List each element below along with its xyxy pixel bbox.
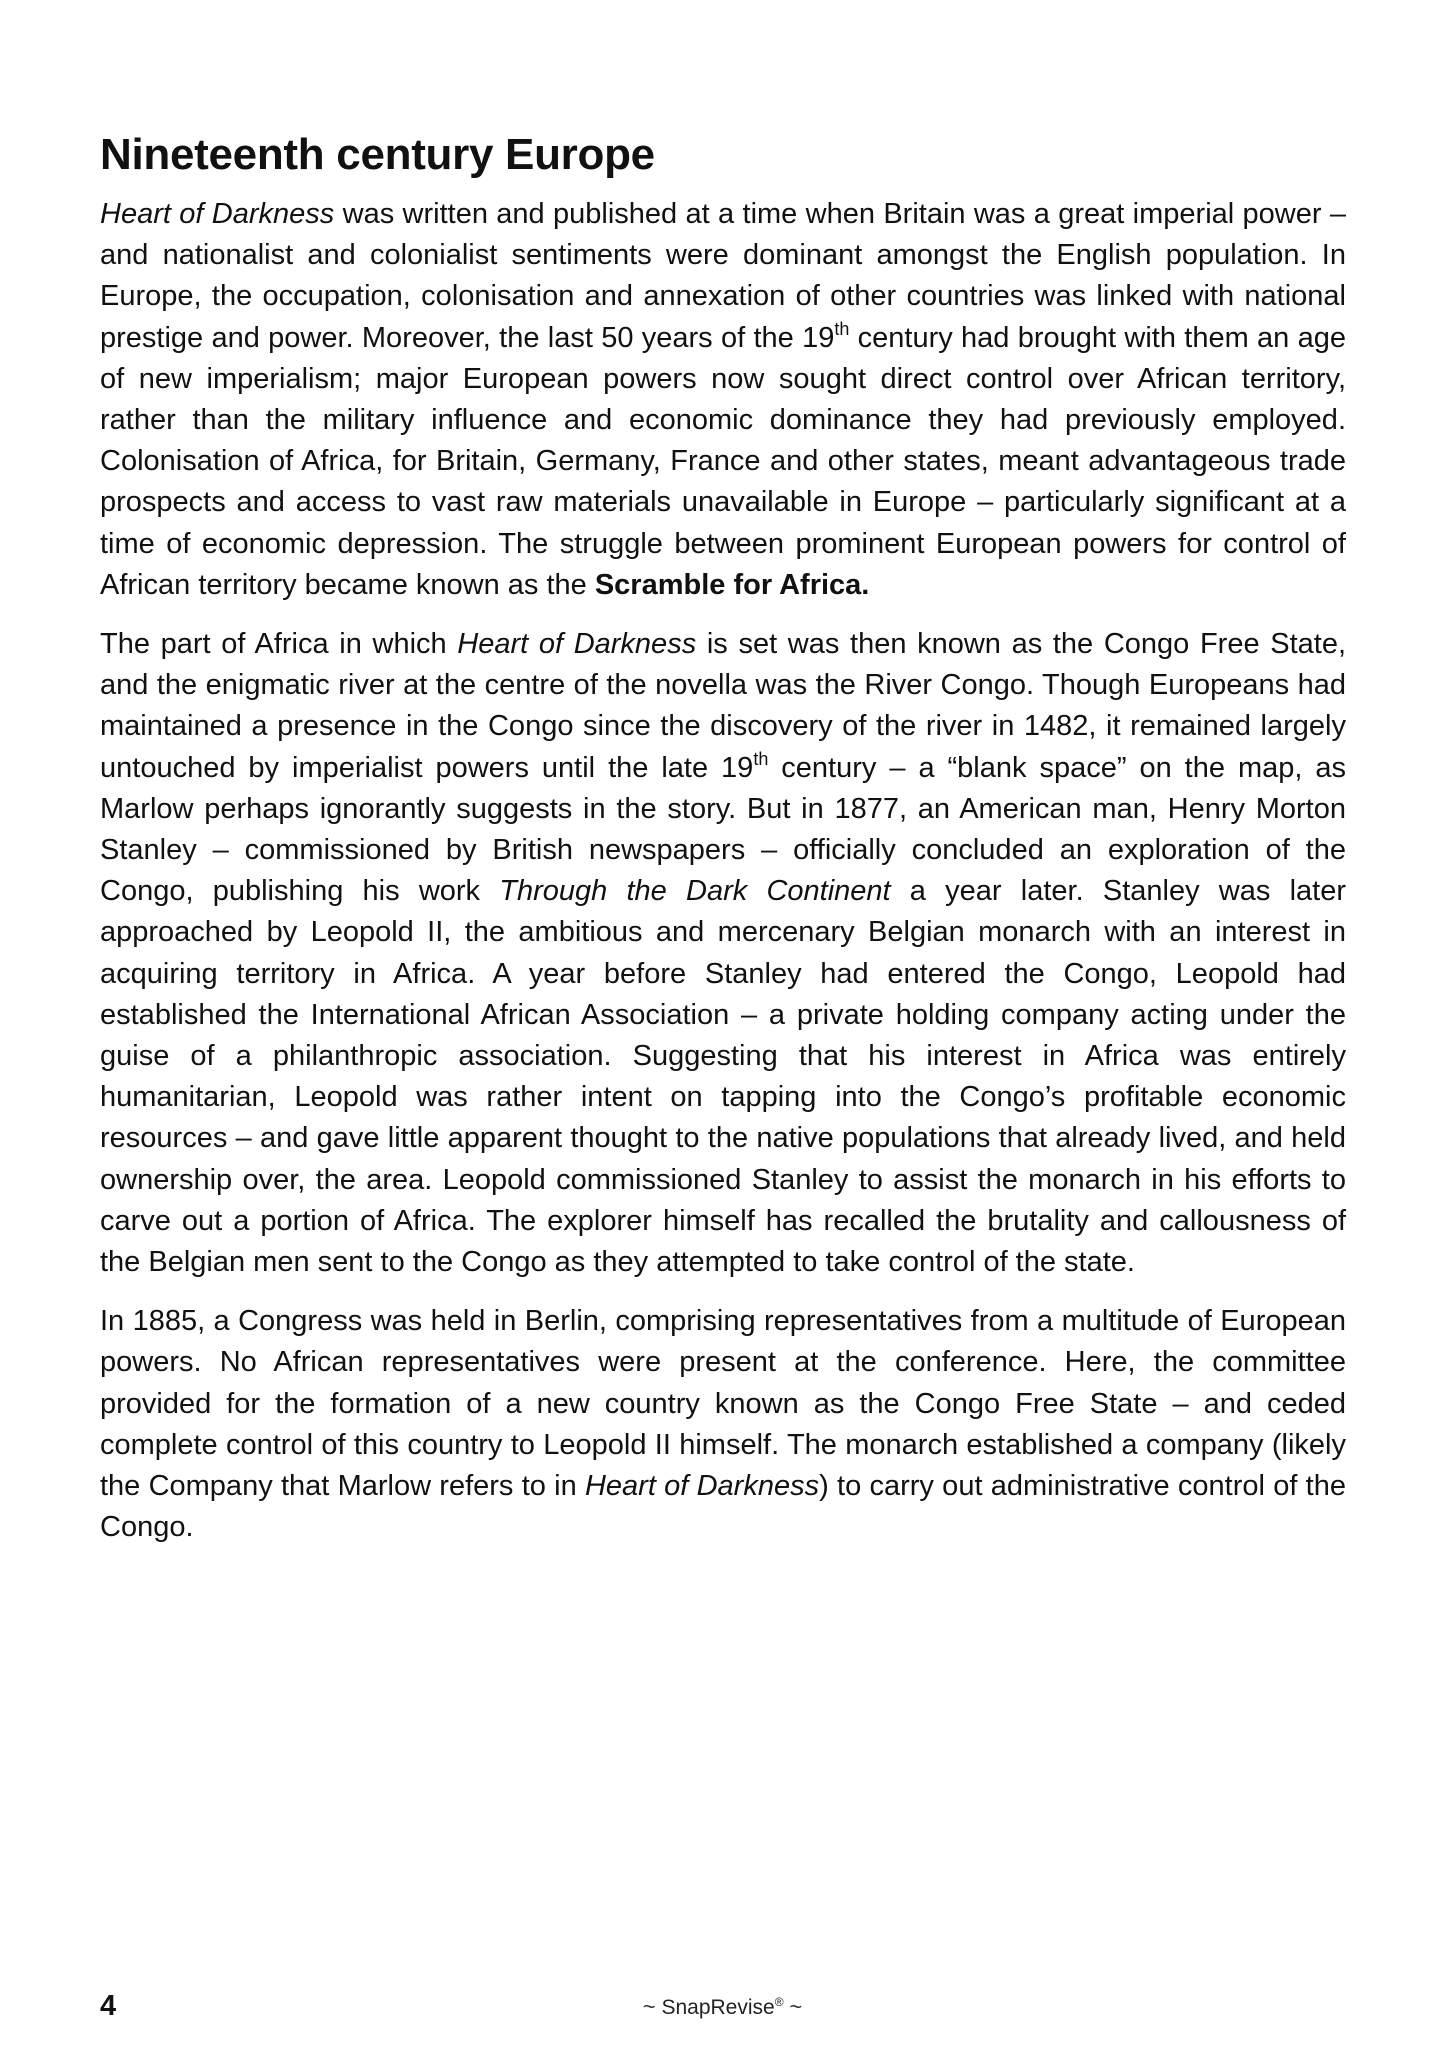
paragraph-text: century – a “blank space” on the map, as Marlow perhaps ignorantly suggests in the story. But in 1877, an American man, Henry Morton Stanley – commissioned by British newspapers – officially concluded an exploration of the Congo, publishing his work xyxy=(100,751,1346,908)
tilde-left: ~ xyxy=(642,1994,656,2019)
brand-name: SnapRevise xyxy=(661,1996,775,2019)
paragraph-3 xyxy=(100,1301,1346,1548)
paragraph-text: century had brought with them an age of new imperialism; major European powers now sought direct control over African territory, rather than the military influence and economic dominance they had previously employed. Colonisation of Africa, for Britain, Germany, France and other states, meant advantageous trade prospects and access to vast raw materials unavailable in Europe – particularly significant at a time of economic depression. The struggle between prominent European powers for control of African territory became known as the xyxy=(100,321,1346,601)
book-title: Heart of Darkness xyxy=(457,628,697,661)
page-footer xyxy=(0,1990,1445,2030)
brand-footer xyxy=(0,1994,1445,2020)
page-number: 4 xyxy=(100,1990,117,2022)
book-title: Heart of Darkness xyxy=(100,198,335,230)
superscript: th xyxy=(753,748,769,769)
paragraph-2 xyxy=(100,624,1346,1283)
paragraph-text: ) to carry out administrative control of the Congo. xyxy=(100,1470,1346,1544)
paragraph-1 xyxy=(100,194,1346,606)
page-content xyxy=(100,124,1346,1567)
book-title: Through the Dark Continent xyxy=(499,875,891,908)
key-term: Scramble for Africa. xyxy=(594,568,870,601)
paragraph-text: The part of Africa in which xyxy=(100,628,458,661)
page-title: Nineteenth century Europe xyxy=(100,130,655,179)
paragraph-text: In 1885, a Congress was held in Berlin, comprising representatives from a multitude of European powers. No African representatives were present at the conference. Here, the committee provided for the formation of a new country known as the Congo Free State – and ceded complete control of this country to Leopold II himself. The monarch established a company (likely the Company that Marlow refers to in xyxy=(100,1305,1346,1503)
tilde-right: ~ xyxy=(789,1994,803,2019)
paragraph-text: is set was then known as the Congo Free State, and the enigmatic river at the centre of the novella was the River Congo. Though Europeans had maintained a presence in the Congo since the discovery of the river in 1482, it remained largely untouched by imperialist powers until the late 19 xyxy=(100,628,1347,784)
registered-mark: ® xyxy=(774,1995,784,2009)
superscript: th xyxy=(834,318,850,339)
paragraph-text: was written and published at a time when Britain was a great imperial power – and nationalist and colonialist sentiments were dominant amongst the English population. In Europe, the occupation, colonisation and annexation of other countries was linked with national prestige and power. Moreover, the last 50 years of the 19 xyxy=(100,198,1347,354)
book-title: Heart of Darkness xyxy=(584,1470,820,1503)
paragraph-text: a year later. Stanley was later approached by Leopold II, the ambitious and mercenary Belgian monarch with an interest in acquiring territory in Africa. A year before Stanley had entered the Congo, Leopold had established the International African Association – a private holding company acting under the guise of a philanthropic association. Suggesting that his interest in Africa was entirely humanitarian, Leopold was rather intent on tapping into the Congo’s profitable economic resources – and gave little apparent thought to the native populations that already lived, and held ownership over, the area. Leopold commissioned Stanley to assist the monarch in his efforts to carve out a portion of Africa. The explorer himself has recalled the brutality and callousness of the Belgian men sent to the Congo as they attempted to take control of the state. xyxy=(100,875,1346,1279)
